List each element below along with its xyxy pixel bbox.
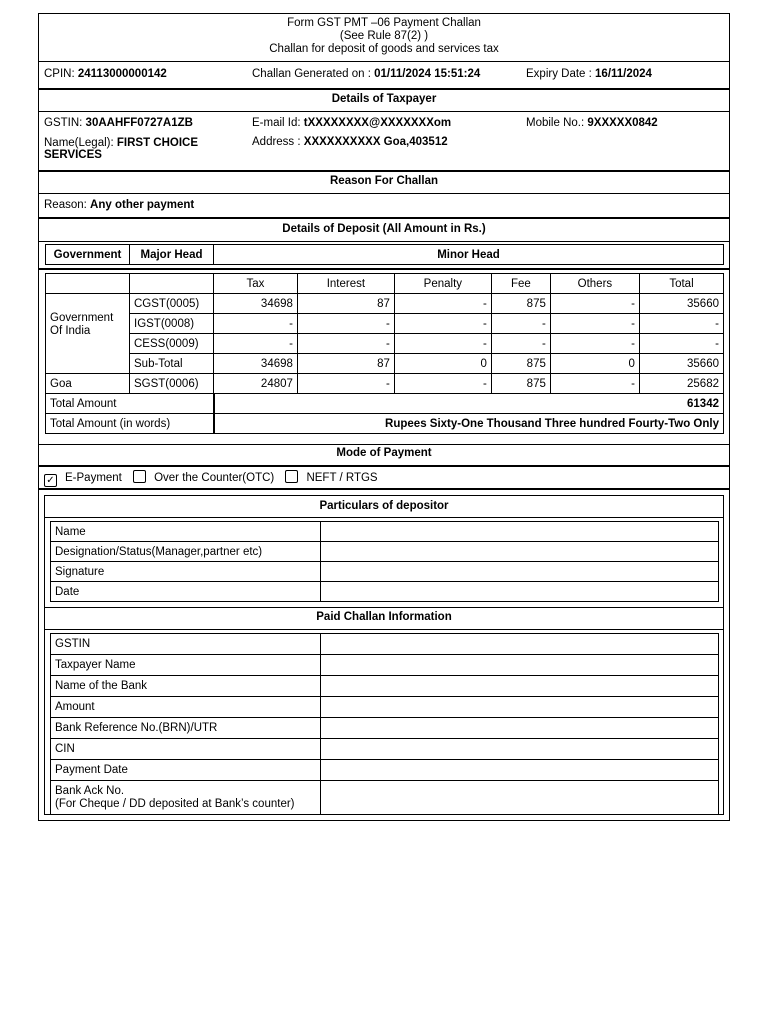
total-amount-row [46, 394, 724, 414]
depositor-block [44, 495, 724, 815]
option-e-payment[interactable]: ✓ E-Payment [44, 472, 125, 484]
cpin-value: 24113000000142 [77, 68, 167, 80]
generated-value: 01/11/2024 15:51:24 [374, 68, 481, 80]
goa-label: Goa [46, 374, 130, 394]
mobile: Mobile No.: 9XXXXX0842 [526, 117, 658, 129]
taxpayer-section-title: Details of Taxpayer [331, 93, 437, 105]
table-row: Payment Date [51, 760, 719, 781]
form-rule: (See Rule 87(2) ) [339, 30, 429, 42]
table-row: Goa SGST(0006) 24807 - - 875 - 25682 [46, 374, 724, 394]
bank-ack-label: Bank Ack No. (For Cheque / DD deposited at Bank’s counter) [51, 781, 321, 815]
table-row: Date [51, 582, 719, 602]
column-header: Fee [491, 274, 550, 294]
deposit-table [45, 273, 724, 434]
gstin-value: 30AAHFF0727A1ZB [85, 117, 193, 129]
table-row: Government Of India CGST(0005) 34698 87 - 875 - 35660 [46, 294, 724, 314]
payment-options [44, 470, 378, 487]
table-row: IGST(0008) - - - - - - [46, 314, 724, 334]
email-value: tXXXXXXXX@XXXXXXXom [303, 117, 452, 129]
checkbox-icon[interactable] [285, 470, 298, 483]
total-words-label: Total Amount (in words) [46, 414, 214, 434]
mobile-value: 9XXXXX0842 [587, 117, 658, 129]
table-row: Sub-Total 34698 87 0 875 0 35660 [46, 354, 724, 374]
bank-ack-field[interactable] [321, 781, 719, 815]
depositor-signature-field[interactable] [321, 562, 719, 582]
challan-generated: Challan Generated on : 01/11/2024 15:51:24 [252, 68, 481, 80]
form-header [39, 17, 729, 56]
checkbox-checked-icon[interactable]: ✓ [44, 474, 57, 487]
depositor-name-field[interactable] [321, 522, 719, 542]
table-row: Name [51, 522, 719, 542]
legal-name: Name(Legal): FIRST CHOICE SERVICES [44, 137, 199, 161]
option-neft-rtgs[interactable]: NEFT / RTGS [285, 472, 377, 484]
government-head: Government [46, 245, 130, 265]
deposit-head-table [45, 244, 724, 265]
deposit-section-title: Details of Deposit (All Amount in Rs.) [282, 223, 486, 235]
paid-challan-table [50, 633, 719, 815]
minor-head: Minor Head [214, 245, 724, 265]
reason-value: Any other payment [90, 199, 195, 211]
address: Address : XXXXXXXXXX Goa,403512 [252, 136, 448, 148]
payment-section-title: Mode of Payment [336, 447, 432, 459]
table-row: Designation/Status(Manager,partner etc) [51, 542, 719, 562]
expiry-date: Expiry Date : 16/11/2024 [526, 68, 652, 80]
column-header: Tax [214, 274, 298, 294]
table-row: Name of the Bank [51, 676, 719, 697]
email: E-mail Id: tXXXXXXXX@XXXXXXXom [252, 117, 452, 129]
table-row: Bank Reference No.(BRN)/UTR [51, 718, 719, 739]
legal-name-value: FIRST CHOICE [116, 137, 199, 149]
table-row: Taxpayer Name [51, 655, 719, 676]
table-row: Amount [51, 697, 719, 718]
checkbox-icon[interactable] [133, 470, 146, 483]
expiry-value: 16/11/2024 [595, 68, 652, 80]
total-words-value: Rupees Sixty-One Thousand Three hundred Fourty-Two Only [214, 414, 724, 434]
form-title: Form GST PMT –06 Payment Challan [287, 17, 481, 29]
depositor-section-title: Particulars of depositor [319, 500, 449, 512]
major-head: Major Head [130, 245, 214, 265]
column-header: Penalty [394, 274, 491, 294]
depositor-designation-field[interactable] [321, 542, 719, 562]
column-header: Interest [297, 274, 394, 294]
paid-section-title: Paid Challan Information [316, 611, 452, 623]
depositor-table [50, 521, 719, 602]
cpin: CPIN: 24113000000142 [44, 68, 167, 80]
total-words-row [46, 414, 724, 434]
gstin: GSTIN: 30AAHFF0727A1ZB [44, 117, 193, 129]
form-subtitle: Challan for deposit of goods and services tax [269, 43, 499, 55]
option-otc[interactable]: Over the Counter(OTC) [133, 472, 277, 484]
table-row: Signature [51, 562, 719, 582]
table-row: CIN [51, 739, 719, 760]
table-row: GSTIN [51, 634, 719, 655]
table-row [51, 781, 719, 815]
challan-form [38, 13, 730, 821]
reason-section-title: Reason For Challan [330, 175, 438, 187]
total-amount-value: 61342 [214, 394, 724, 414]
reason: Reason: Any other payment [44, 199, 195, 211]
government-of-india-label: Government Of India [46, 294, 130, 374]
total-amount-label: Total Amount [46, 394, 214, 414]
deposit-column-headers [46, 274, 724, 294]
address-value: XXXXXXXXXX Goa,403512 [303, 136, 448, 148]
column-header: Total [639, 274, 723, 294]
column-header: Others [550, 274, 639, 294]
depositor-date-field[interactable] [321, 582, 719, 602]
table-row: CESS(0009) - - - - - - [46, 334, 724, 354]
